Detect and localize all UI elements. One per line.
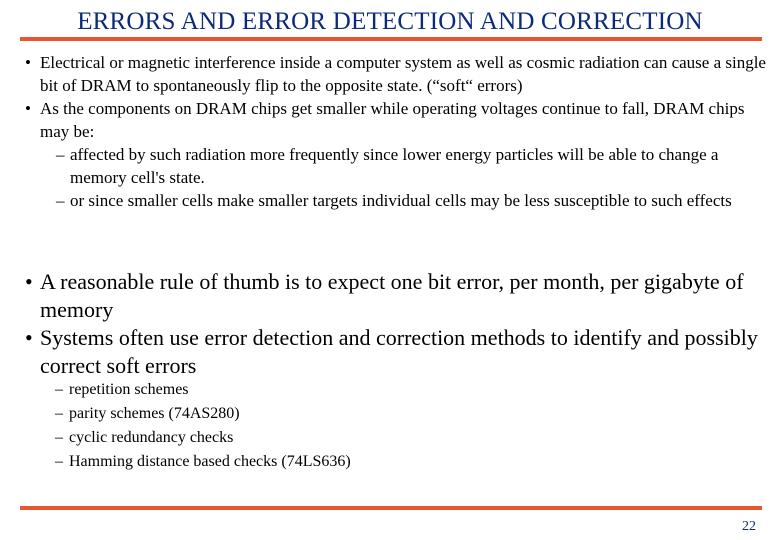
method-item <box>22 402 767 426</box>
methods-list <box>22 378 767 474</box>
bullet-marker: • <box>25 99 31 118</box>
dash-marker: – <box>55 405 63 422</box>
sub-bullet-item <box>22 189 767 212</box>
title-divider <box>20 37 762 41</box>
slide-title: ERRORS AND ERROR DETECTION AND CORRECTION <box>77 8 703 35</box>
bullet-text: A reasonable rule of thumb is to expect one bit error, per month, per gigabyte of memory <box>40 269 744 322</box>
bullet-group-large <box>22 268 767 380</box>
method-text: Hamming distance based checks (74LS636) <box>69 453 351 470</box>
bullet-item <box>22 51 767 97</box>
method-text: repetition schemes <box>69 381 189 398</box>
page-number: 22 <box>742 519 756 534</box>
bullet-marker: • <box>25 269 33 294</box>
dash-marker: – <box>55 381 63 398</box>
bullet-group-small <box>22 51 767 212</box>
bullet-item <box>22 324 767 380</box>
bullet-text: As the components on DRAM chips get smaller while operating voltages continue to fall, DRAM chips may be: <box>40 99 745 141</box>
sub-bullet-text: or since smaller cells make smaller targets individual cells may be less susceptible to such effects <box>70 191 732 210</box>
sub-bullet-item <box>22 143 767 189</box>
method-item <box>22 426 767 450</box>
method-item <box>22 378 767 402</box>
bullet-text: Electrical or magnetic interference inside a computer system as well as cosmic radiation can cause a single bit of DRAM to spontaneously flip to the opposite state. (“soft“ errors) <box>40 53 766 95</box>
footer-divider <box>20 506 762 510</box>
dash-marker: – <box>56 191 65 210</box>
dash-marker: – <box>55 453 63 470</box>
dash-marker: – <box>56 145 65 164</box>
bullet-text: Systems often use error detection and correction methods to identify and possibly correct soft errors <box>40 325 758 378</box>
bullet-item <box>22 268 767 324</box>
method-item <box>22 450 767 474</box>
bullet-marker: • <box>25 53 31 72</box>
sub-bullet-text: affected by such radiation more frequently since lower energy particles will be able to change a memory cell's state. <box>70 145 719 187</box>
dash-marker: – <box>55 429 63 446</box>
method-text: cyclic redundancy checks <box>69 429 234 446</box>
bullet-marker: • <box>25 325 33 350</box>
method-text: parity schemes (74AS280) <box>69 405 240 422</box>
bullet-item <box>22 97 767 143</box>
